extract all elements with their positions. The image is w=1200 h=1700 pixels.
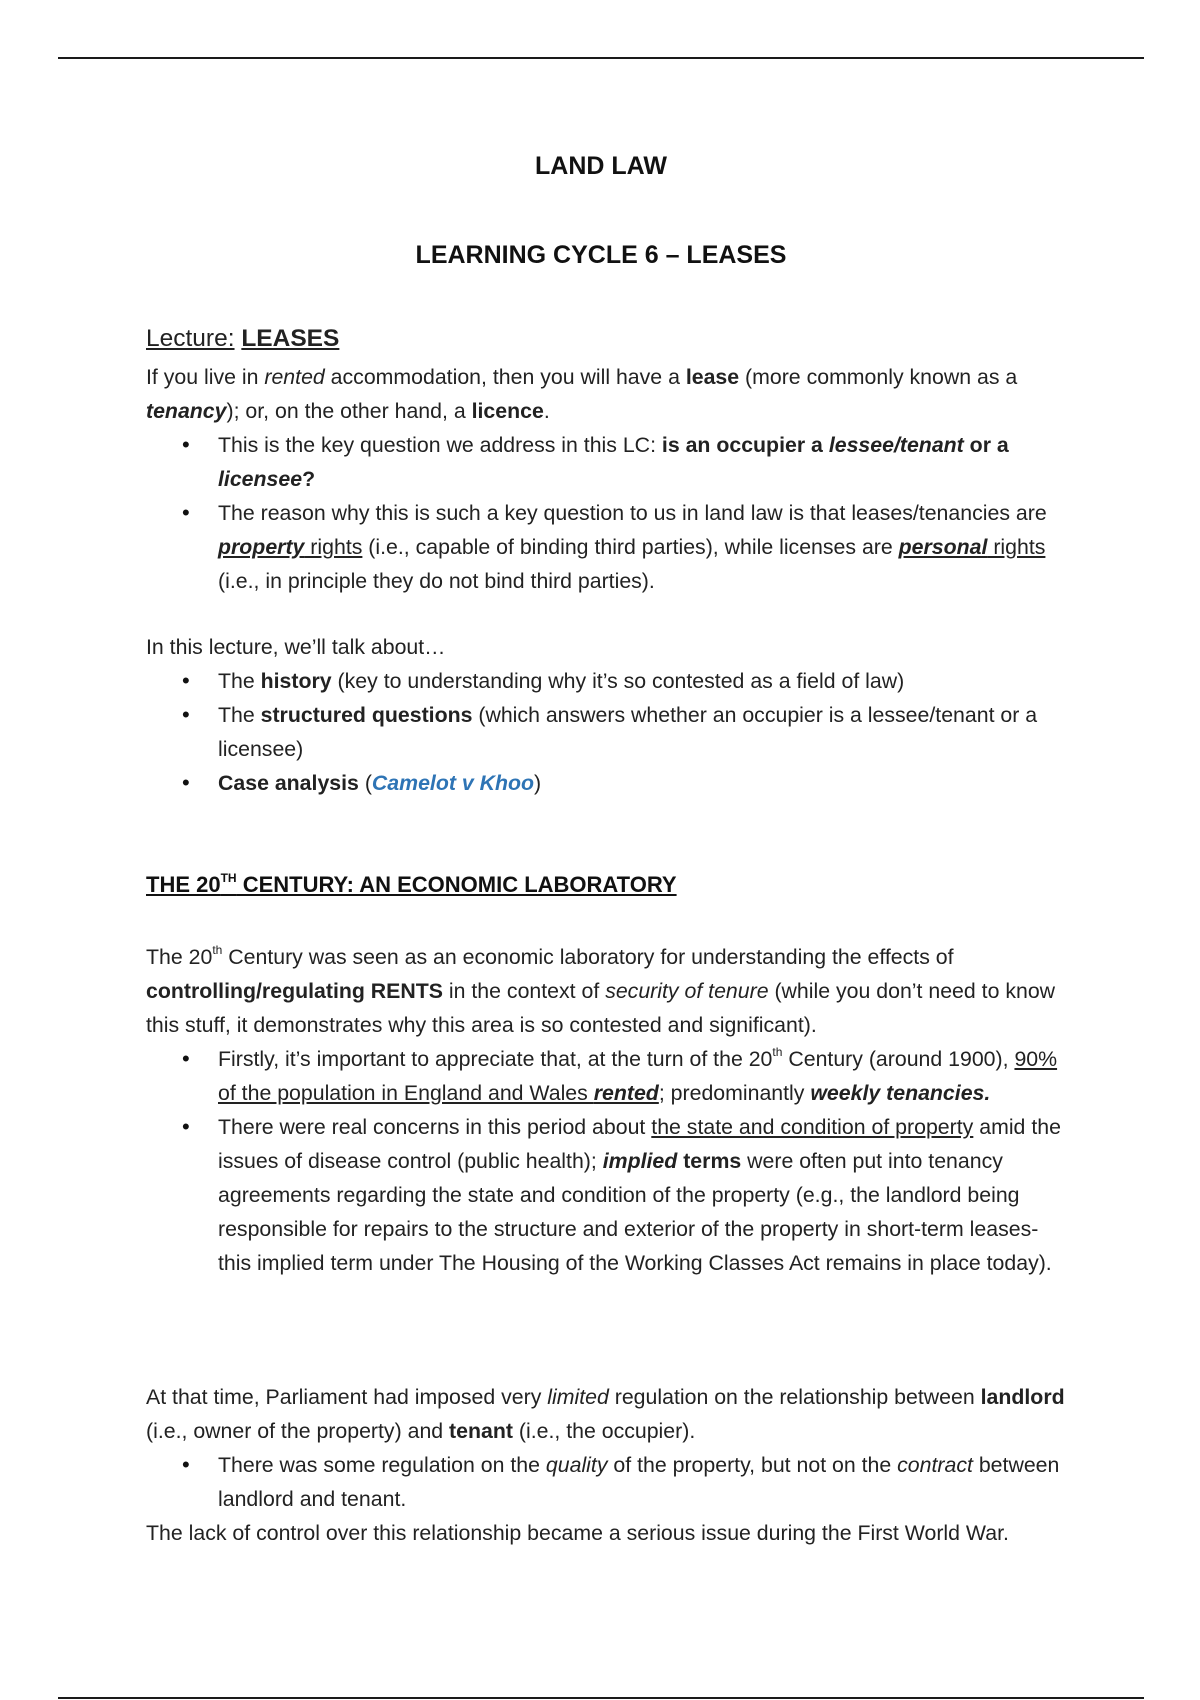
parliament-body <box>146 1380 1066 1550</box>
century-bullet-list <box>146 1042 1066 1280</box>
closing-paragraph: The lack of control over this relationship became a serious issue during the First World War. <box>146 1521 1009 1545</box>
list-item: • The reason why this is such a key question to us in land law is that leases/tenancies are property rights (i.e., capable of binding third parties), while licenses are personal rights (i.e., in principle they do not bind third parties). <box>146 496 1066 598</box>
lecture-intro-block <box>146 360 1066 598</box>
lecture-heading: Lecture: LEASES <box>146 325 340 352</box>
century-body <box>146 940 1066 1280</box>
list-item: • Firstly, it’s important to appreciate that, at the turn of the 20th Century (around 1900), 90% of the population in England and Wales rented; predominantly weekly tenancies. <box>146 1042 1066 1110</box>
list-item: • This is the key question we address in this LC: is an occupier a lessee/tenant or a licensee? <box>146 428 1066 496</box>
talk-intro: In this lecture, we’ll talk about… <box>146 635 446 659</box>
section-heading: THE 20TH CENTURY: AN ECONOMIC LABORATORY <box>146 870 677 897</box>
list-item: • There was some regulation on the quality of the property, but not on the contract between landlord and tenant. <box>146 1448 1066 1516</box>
talk-list <box>146 664 1066 800</box>
century-intro-paragraph: The 20th Century was seen as an economic laboratory for understanding the effects of controlling/regulating RENTS in the context of security of tenure (while you don’t need to know this stuff, it demonstrates why this area is so contested and significant). <box>146 942 1056 1037</box>
century-heading-block <box>146 868 1066 902</box>
top-rule <box>58 57 1144 59</box>
list-item: • The structured questions (which answers whether an occupier is a lessee/tenant or a licensee) <box>146 698 1066 766</box>
list-item: • Case analysis (Camelot v Khoo) <box>146 766 1066 800</box>
list-item: • There were real concerns in this period about the state and condition of property amid the issues of disease control (public health); implied terms were often put into tenancy agreements regarding the state and condition of the property (e.g., the landlord being responsible for repairs to the structure and exterior of the property in short-term leases- this implied term under The Housing of the Working Classes Act remains in place today). <box>146 1110 1066 1280</box>
list-item: • The history (key to understanding why it’s so contested as a field of law) <box>146 664 1066 698</box>
lecture-section <box>146 322 1066 356</box>
case-link-camelot-v-khoo: Camelot v Khoo <box>371 771 535 795</box>
parliament-paragraph: At that time, Parliament had imposed very limited regulation on the relationship between landlord (i.e., owner of the property) and tenant (i.e., the occupier). <box>146 1385 1065 1443</box>
bottom-rule <box>58 1697 1144 1699</box>
talk-block <box>146 630 1066 800</box>
lecture-bullet-list <box>146 428 1066 598</box>
lecture-intro-paragraph: If you live in rented accommodation, then you will have a lease (more commonly known as a tenancy); or, on the other hand, a licence. <box>146 365 1018 423</box>
document-subtitle: LEARNING CYCLE 6 – LEASES <box>415 241 787 269</box>
document-title: LAND LAW <box>535 152 667 180</box>
parliament-bullet-list <box>146 1448 1066 1516</box>
